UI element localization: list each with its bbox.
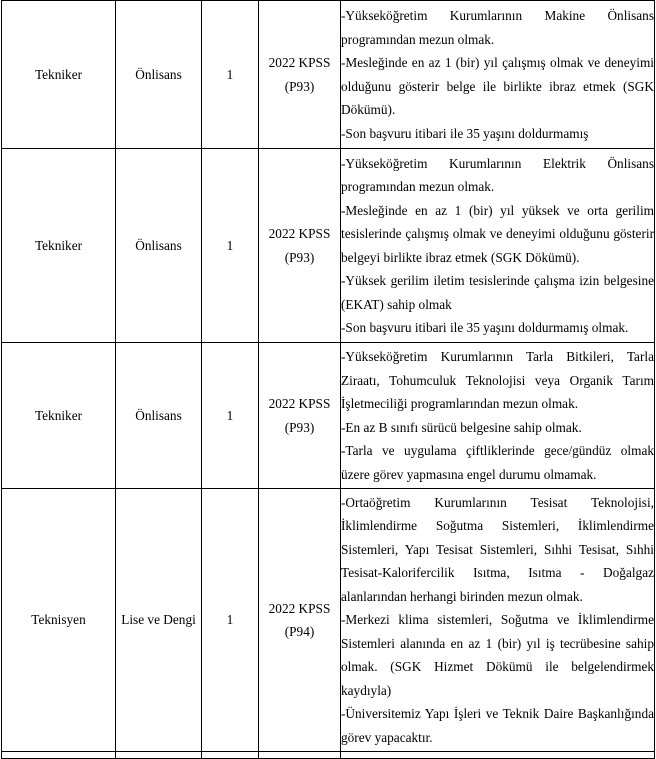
kpss-cell: [259, 1, 341, 149]
quota-count: 1: [202, 149, 259, 343]
kpss-cell: [259, 489, 341, 752]
requirements-cell: [341, 343, 655, 489]
kpss-cell: [259, 343, 341, 489]
table-cell-empty: [341, 752, 655, 759]
requirement-item: -Üniversitemiz Yapı İşleri ve Teknik Daire Başkanlığında görev yapacaktır.: [341, 706, 654, 745]
kpss-year: 2022 KPSS: [268, 226, 331, 241]
table-row-continuation: [2, 752, 655, 759]
education-level: Önlisans: [116, 1, 202, 149]
kpss-code: (P94): [284, 624, 315, 639]
requirement-item: -Yükseköğretim Kurumlarının Makine Önlisans programından mezun olmak.: [341, 8, 654, 47]
table-cell-empty: [259, 752, 341, 759]
table-cell-empty: [2, 752, 116, 759]
table-cell-empty: [202, 752, 259, 759]
table-row: [2, 1, 655, 149]
kpss-year: 2022 KPSS: [268, 600, 331, 616]
quota-count: 1: [202, 343, 259, 489]
quota-count: 1: [202, 1, 259, 149]
quota-count: 1: [202, 489, 259, 752]
requirements-cell: [341, 489, 655, 752]
requirement-item: -Ortaöğretim Kurumlarının Tesisat Teknolojisi, İklimlendirme Soğutma Sistemleri, İklimlendirme Sistemleri, Yapı Tesisat Sistemleri, Sıhhi Tesisat, Sıhhi Tesisat-Kalorifercilik Isıtma, Isıtma - Doğalgaz alanlarından herhangi birinden mezun olmak.: [341, 494, 654, 604]
position-title: Tekniker: [2, 149, 116, 343]
requirements-cell: [341, 1, 655, 149]
table-row: [2, 149, 655, 343]
kpss-code: (P93): [284, 78, 315, 94]
position-title: Tekniker: [2, 343, 116, 489]
requirement-item: -Mesleğinde en az 1 (bir) yıl çalışmış olmak ve deneyimi olduğunu gösterir belge ile birlikte ibraz etmek (SGK Dökümü).: [341, 55, 654, 117]
education-level: Önlisans: [116, 149, 202, 343]
requirement-item: -Son başvuru itibari ile 35 yaşını doldurmamış olmak.: [341, 320, 629, 335]
requirement-item: -Yüksek gerilim iletim tesislerinde çalışma izin belgesine (EKAT) sahip olmak: [341, 273, 654, 312]
requirements-cell: [341, 149, 655, 343]
kpss-year: 2022 KPSS: [268, 55, 331, 70]
requirement-item: -Yükseköğretim Kurumlarının Tarla Bitkileri, Tarla Ziraatı, Tohumculuk Teknolojisi veya Organik Tarım İşletmeciliği programlarından mezun olmak.: [341, 349, 654, 411]
kpss-cell: [259, 149, 341, 343]
position-title: Tekniker: [2, 1, 116, 149]
kpss-year: 2022 KPSS: [268, 396, 331, 411]
education-level: Önlisans: [116, 343, 202, 489]
table-row: [2, 489, 655, 752]
education-level: Lise ve Dengi: [116, 489, 202, 752]
requirement-item: -Mesleğinde en az 1 (bir) yıl yüksek ve orta gerilim tesislerinde çalışmış olmak ve deneyimi olduğunu gösterir belgeyi birlikte ibraz etmek (SGK Dökümü).: [341, 202, 654, 265]
table-cell-empty: [116, 752, 202, 759]
position-title: Teknisyen: [2, 489, 116, 752]
requirement-item: -Yükseköğretim Kurumlarının Elektrik Önlisans programından mezun olmak.: [341, 155, 654, 194]
positions-table: [1, 0, 655, 759]
requirement-item: -Merkezi klima sistemleri, Soğutma ve İklimlendirme Sistemleri alanında en az 1 (bir) yıl iş tecrübesine sahip olmak. (SGK Hizmet Dökümü ile belgelendirmek kaydıyla): [341, 612, 654, 698]
kpss-code: (P93): [284, 249, 315, 265]
requirement-item: -En az B sınıfı sürücü belgesine sahip olmak.: [341, 419, 582, 435]
requirement-item: -Son başvuru itibari ile 35 yaşını doldurmamış: [341, 125, 589, 141]
kpss-code: (P93): [284, 419, 315, 435]
requirement-item: -Tarla ve uygulama çiftliklerinde gece/gündüz olmak üzere görev yapmasına engel durumu olmamak.: [341, 443, 654, 482]
table-row: [2, 343, 655, 489]
